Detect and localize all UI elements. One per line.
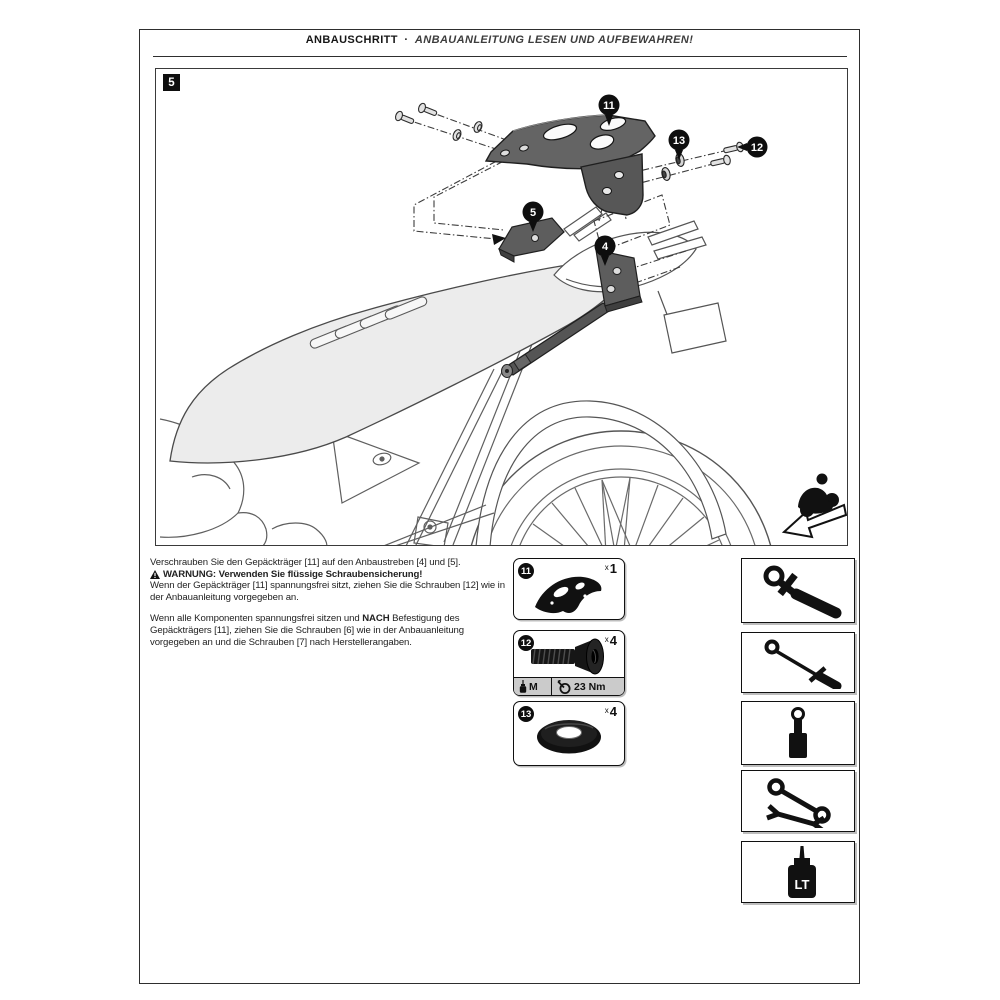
part-box-rack — [513, 558, 625, 620]
qty-mark: x — [604, 706, 609, 715]
torque-cell — [552, 680, 624, 694]
svg-text:12: 12 — [750, 142, 764, 154]
instruction-paragraph-2 — [150, 613, 512, 648]
tool-box-socket-adapter — [741, 701, 855, 765]
instruction-line-1: Verschrauben Sie den Gepäckträger [11] auf den Anbaustreben [4] und [5]. — [150, 557, 461, 568]
torque-icon — [557, 680, 571, 694]
screws-right-12 — [710, 142, 744, 169]
para2-post: Befestigung des Gepäckträgers [11], ziehen Sie die Schrauben [6] wie in der Anbauanleitung vorgegeben an und die Schrauben [7] nach Herstellerangaben. — [150, 613, 465, 648]
threadlocker-cell — [514, 678, 552, 695]
page-header — [139, 34, 860, 46]
svg-text:11: 11 — [603, 100, 615, 112]
part-id-badge: 12 — [518, 635, 534, 651]
tool-box-wrenches — [741, 770, 855, 832]
countersunk-screw-icon — [523, 635, 615, 677]
socket-adapter-icon — [748, 705, 848, 761]
part-id-badge: 11 — [518, 563, 534, 579]
warning-line — [150, 569, 512, 581]
screws-left — [394, 102, 483, 141]
header-separator: · — [404, 34, 409, 46]
tool-box-ratchet — [741, 558, 855, 623]
torque-value: 23 Nm — [574, 680, 606, 693]
qty-value: 1 — [609, 561, 617, 576]
qty-mark: x — [604, 635, 609, 644]
tool-box-threadlocker — [741, 841, 855, 903]
rack-plate-icon — [525, 569, 613, 617]
para2-pre: Wenn alle Komponenten spannungsfrei sitzen und — [150, 613, 363, 625]
qty-value: 4 — [609, 633, 617, 648]
instruction-text — [150, 557, 512, 648]
header-title-sub: ANBAUANLEITUNG LESEN UND AUFBEWAHREN! — [414, 34, 694, 46]
para2-bold: NACH — [362, 613, 390, 625]
motorcycle-exploded-view — [156, 69, 848, 546]
combination-wrenches-icon — [748, 774, 848, 828]
assembly-diagram — [155, 68, 848, 546]
header-rule — [153, 56, 847, 57]
threadlocker-mini-icon — [519, 680, 527, 693]
callout-12 — [737, 137, 768, 158]
header-title-main: ANBAUSCHRITT — [305, 34, 398, 46]
qty-mark: x — [604, 563, 609, 572]
grease-label: M — [529, 680, 538, 693]
torque-wrench-icon — [748, 637, 848, 689]
torque-spec-bar — [514, 677, 624, 695]
warning-icon — [150, 570, 160, 579]
part-id-badge: 13 — [518, 706, 534, 722]
threadlocker-bottle-icon — [748, 844, 848, 900]
qty-value: 4 — [609, 704, 617, 719]
cup-washer-icon — [523, 711, 615, 759]
tool-box-torque-wrench — [741, 632, 855, 693]
ratchet-bit-driver-icon — [748, 563, 848, 619]
threadlocker-label: LT — [794, 877, 810, 892]
instruction-line-2: Wenn der Gepäckträger [11] spannungsfrei sitzt, ziehen Sie die Schrauben [12] wie in der Anbauanleitung vorgegeben an. — [150, 580, 505, 603]
svg-text:4: 4 — [601, 241, 609, 253]
riding-direction-arrow-icon — [784, 474, 846, 538]
luggage-rack-11 — [486, 115, 655, 215]
warning-text: WARNUNG: Verwenden Sie flüssige Schraubensicherung! — [163, 568, 423, 580]
step-number-badge: 5 — [163, 74, 180, 91]
part-box-screw — [513, 630, 625, 696]
license-plate — [664, 303, 726, 353]
part-box-washer — [513, 701, 625, 766]
callout-13 — [669, 130, 690, 161]
svg-text:13: 13 — [672, 135, 686, 147]
washers-13 — [661, 153, 686, 181]
svg-text:5: 5 — [529, 207, 537, 219]
